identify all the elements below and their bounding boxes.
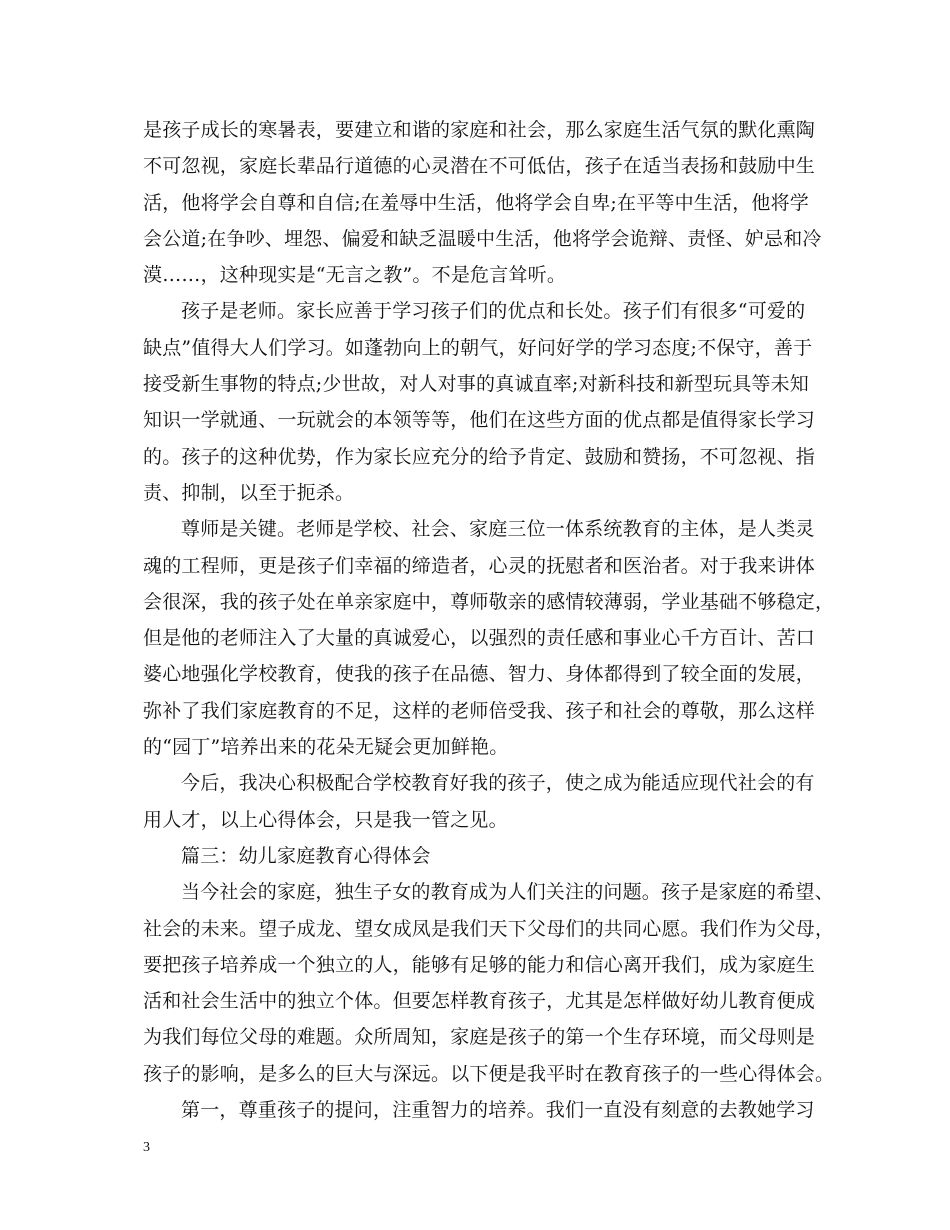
text-line: 为我们每位父母的难题。众所周知，家庭是孩子的第一个生存环境，而父母则是 — [143, 1026, 816, 1049]
text-line: 用人才，以上心得体会，只是我一管之见。 — [143, 808, 508, 831]
text-line: 社会的未来。望子成龙、望女成凤是我们天下父母们的共同心愿。我们作为父母， — [143, 917, 835, 940]
text-line: 是孩子成长的寒暑表，要建立和谐的家庭和社会，那么家庭生活气氛的默化熏陶 — [143, 119, 816, 141]
text-line: 知识一学就通、一玩就会的本领等等，他们在这些方面的优点都是值得家长学习 — [143, 409, 816, 432]
text-line: 活和社会生活中的独立个体。但要怎样教育孩子，尤其是怎样做好幼儿教育便成 — [143, 990, 816, 1013]
text-line: 会公道;在争吵、埋怨、偏爱和缺乏温暖中生活，他将学会诡辩、责怪、妒忌和冷 — [143, 227, 822, 250]
text-line: 尊师是关键。老师是学校、社会、家庭三位一体系统教育的主体，是人类灵 — [181, 518, 815, 541]
text-line: 的“园丁”培养出来的花朵无疑会更加鲜艳。 — [143, 736, 509, 759]
text-line: 接受新生事物的特点;少世故，对人对事的真诚直率;对新科技和新型玩具等未知 — [143, 373, 810, 396]
page-number: 3 — [143, 1140, 150, 1155]
text-line: 篇三：幼儿家庭教育心得体会 — [181, 844, 431, 867]
text-line: 活，他将学会自尊和自信;在羞辱中生活，他将学会自卑;在平等中生活，他将学 — [143, 191, 810, 214]
text-line: 的。孩子的这种优势，作为家长应充分的给予肯定、鼓励和赞扬，不可忽视、指 — [143, 445, 816, 468]
text-line: 责、抑制，以至于扼杀。 — [143, 481, 355, 504]
text-line: 缺点”值得大人们学习。如蓬勃向上的朝气，好问好学的学习态度;不保守，善于 — [143, 336, 813, 359]
text-line: 弥补了我们家庭教育的不足，这样的老师倍受我、孩子和社会的尊敬，那么这样 — [143, 699, 816, 722]
text-line: 第一，尊重孩子的提问，注重智力的培养。我们一直没有刻意的去教她学习 — [181, 1099, 815, 1122]
body-text — [143, 112, 835, 1128]
text-line: 当今社会的家庭，独生子女的教育成为人们关注的问题。孩子是家庭的希望、 — [181, 881, 834, 904]
text-line: 孩子的影响，是多么的巨大与深远。以下便是我平时在教育孩子的一些心得体会。 — [143, 1062, 835, 1085]
text-line: 孩子是老师。家长应善于学习孩子们的优点和长处。孩子们有很多“可爱的 — [181, 300, 806, 323]
text-line: 会很深，我的孩子处在单亲家庭中，尊师敬亲的感情较薄弱，学业基础不够稳定， — [143, 590, 835, 613]
text-line: 要把孩子培养成一个独立的人，能够有足够的能力和信心离开我们，成为家庭生 — [143, 953, 816, 976]
text-line: 婆心地强化学校教育，使我的孩子在品德、智力、身体都得到了较全面的发展， — [143, 663, 816, 686]
text-line: 但是他的老师注入了大量的真诚爱心，以强烈的责任感和事业心千方百计、苦口 — [143, 627, 816, 650]
text-line: 魂的工程师，更是孩子们幸福的缔造者，心灵的抚慰者和医治者。对于我来讲体 — [143, 554, 816, 577]
text-line: 不可忽视，家庭长辈品行道德的心灵潜在不可低估，孩子在适当表扬和鼓励中生 — [143, 155, 816, 178]
text-line: 漠……，这种现实是“无言之教”。不是危言耸听。 — [143, 264, 567, 287]
text-line: 今后，我决心积极配合学校教育好我的孩子，使之成为能适应现代社会的有 — [181, 772, 815, 795]
